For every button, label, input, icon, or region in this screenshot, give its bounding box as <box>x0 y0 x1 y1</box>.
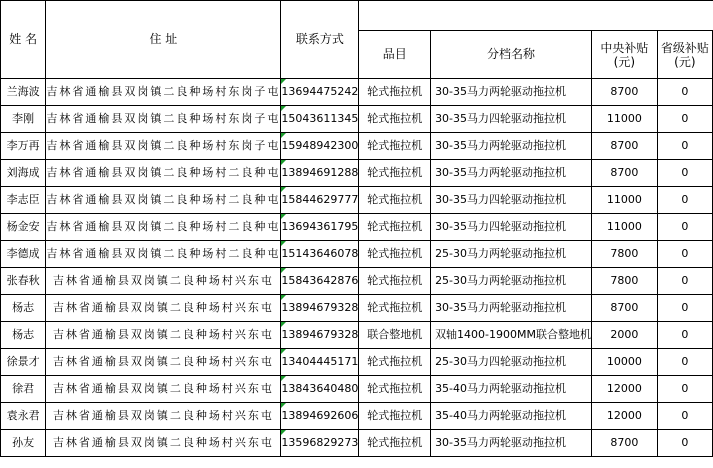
table-row <box>1 403 713 430</box>
cell-item: 轮式拖拉机 <box>359 403 431 430</box>
cell-provincial-subsidy: 0 <box>657 295 712 322</box>
cell-central-subsidy: 8700 <box>592 430 658 457</box>
cell-central-subsidy: 8700 <box>592 160 658 187</box>
cell-model: 30-35马力两轮驱动拖拉机 <box>431 295 592 322</box>
header-blank <box>359 1 713 31</box>
table-row <box>1 295 713 322</box>
cell-phone: 13894692606 <box>281 403 359 430</box>
cell-phone: 13694475242 <box>281 79 359 106</box>
cell-address: 吉林省通榆县双岗镇二良种场村兴东屯 <box>46 268 281 295</box>
header-central-subsidy-line2: (元) <box>613 54 636 69</box>
cell-name: 李刚 <box>1 106 46 133</box>
cell-model: 25-30马力两轮驱动拖拉机 <box>431 268 592 295</box>
header-provincial-subsidy-line1: 省级补贴 <box>660 40 709 55</box>
cell-name: 杨金安 <box>1 214 46 241</box>
cell-name: 兰海波 <box>1 79 46 106</box>
table-row <box>1 349 713 376</box>
cell-provincial-subsidy: 0 <box>657 160 712 187</box>
table-row <box>1 187 713 214</box>
cell-name: 袁永君 <box>1 403 46 430</box>
cell-provincial-subsidy: 0 <box>657 349 712 376</box>
cell-phone: 13694361795 <box>281 214 359 241</box>
cell-phone: 13894679328 <box>281 295 359 322</box>
cell-provincial-subsidy: 0 <box>657 376 712 403</box>
cell-item: 轮式拖拉机 <box>359 133 431 160</box>
cell-item: 轮式拖拉机 <box>359 106 431 133</box>
cell-central-subsidy: 8700 <box>592 133 658 160</box>
cell-central-subsidy: 12000 <box>592 376 658 403</box>
cell-provincial-subsidy: 0 <box>657 430 712 457</box>
cell-item: 轮式拖拉机 <box>359 376 431 403</box>
cell-provincial-subsidy: 0 <box>657 187 712 214</box>
cell-name: 李志臣 <box>1 187 46 214</box>
header-item: 品目 <box>359 31 431 79</box>
cell-provincial-subsidy: 0 <box>657 79 712 106</box>
table-row <box>1 268 713 295</box>
cell-address: 吉林省通榆县双岗镇二良种场村兴东屯 <box>46 376 281 403</box>
cell-model: 25-30马力四轮驱动拖拉机 <box>431 349 592 376</box>
cell-phone: 13843640480 <box>281 376 359 403</box>
header-name: 姓 名 <box>1 1 46 79</box>
table-row <box>1 214 713 241</box>
cell-phone: 13404445171 <box>281 349 359 376</box>
table-row <box>1 106 713 133</box>
table-row <box>1 79 713 106</box>
cell-central-subsidy: 7800 <box>592 241 658 268</box>
cell-model: 25-30马力两轮驱动拖拉机 <box>431 241 592 268</box>
table-row <box>1 430 713 457</box>
header-central-subsidy <box>592 31 658 79</box>
cell-model: 30-35马力两轮驱动拖拉机 <box>431 133 592 160</box>
cell-item: 轮式拖拉机 <box>359 79 431 106</box>
cell-item: 联合整地机 <box>359 322 431 349</box>
cell-provincial-subsidy: 0 <box>657 403 712 430</box>
header-address: 住 址 <box>46 1 281 79</box>
cell-provincial-subsidy: 0 <box>657 214 712 241</box>
cell-name: 杨志 <box>1 322 46 349</box>
cell-address: 吉林省通榆县双岗镇二良种场村二良种屯 <box>46 241 281 268</box>
cell-central-subsidy: 7800 <box>592 268 658 295</box>
cell-phone: 15948942300 <box>281 133 359 160</box>
cell-phone: 13894679328 <box>281 322 359 349</box>
cell-phone: 13596829273 <box>281 430 359 457</box>
cell-name: 李德成 <box>1 241 46 268</box>
cell-address: 吉林省通榆县双岗镇二良种场村兴东屯 <box>46 403 281 430</box>
cell-provincial-subsidy: 0 <box>657 106 712 133</box>
header-contact: 联系方式 <box>281 1 359 79</box>
header-provincial-subsidy-line2: (元) <box>674 54 696 69</box>
cell-address: 吉林省通榆县双岗镇二良种场村二良种屯 <box>46 160 281 187</box>
cell-model: 30-35马力两轮驱动拖拉机 <box>431 160 592 187</box>
cell-name: 徐景才 <box>1 349 46 376</box>
header-model: 分档名称 <box>431 31 592 79</box>
header-central-subsidy-line1: 中央补贴 <box>600 40 649 55</box>
cell-central-subsidy: 10000 <box>592 349 658 376</box>
cell-provincial-subsidy: 0 <box>657 241 712 268</box>
cell-provincial-subsidy: 0 <box>657 133 712 160</box>
cell-model: 30-35马力两轮驱动拖拉机 <box>431 430 592 457</box>
cell-model: 30-35马力四轮驱动拖拉机 <box>431 106 592 133</box>
table-row <box>1 376 713 403</box>
cell-item: 轮式拖拉机 <box>359 187 431 214</box>
cell-model: 30-35马力两轮驱动拖拉机 <box>431 79 592 106</box>
cell-item: 轮式拖拉机 <box>359 268 431 295</box>
cell-item: 轮式拖拉机 <box>359 160 431 187</box>
cell-name: 张春秋 <box>1 268 46 295</box>
cell-model: 35-40马力两轮驱动拖拉机 <box>431 403 592 430</box>
cell-item: 轮式拖拉机 <box>359 241 431 268</box>
cell-central-subsidy: 11000 <box>592 214 658 241</box>
cell-name: 徐君 <box>1 376 46 403</box>
table-row <box>1 160 713 187</box>
cell-address: 吉林省通榆县双岗镇二良种场村二良种屯 <box>46 187 281 214</box>
table-row <box>1 241 713 268</box>
cell-central-subsidy: 12000 <box>592 403 658 430</box>
cell-item: 轮式拖拉机 <box>359 214 431 241</box>
cell-phone: 15043611345 <box>281 106 359 133</box>
cell-address: 吉林省通榆县双岗镇二良种场村兴东屯 <box>46 430 281 457</box>
cell-name: 李万再 <box>1 133 46 160</box>
cell-address: 吉林省通榆县双岗镇二良种场村东岗子屯 <box>46 133 281 160</box>
cell-name: 刘海成 <box>1 160 46 187</box>
cell-central-subsidy: 2000 <box>592 322 658 349</box>
cell-address: 吉林省通榆县双岗镇二良种场村兴东屯 <box>46 322 281 349</box>
cell-address: 吉林省通榆县双岗镇二良种场村二良种屯 <box>46 214 281 241</box>
header-provincial-subsidy <box>657 31 712 79</box>
cell-provincial-subsidy: 0 <box>657 322 712 349</box>
cell-phone: 13894691288 <box>281 160 359 187</box>
cell-provincial-subsidy: 0 <box>657 268 712 295</box>
cell-item: 轮式拖拉机 <box>359 295 431 322</box>
cell-item: 轮式拖拉机 <box>359 349 431 376</box>
cell-central-subsidy: 8700 <box>592 295 658 322</box>
cell-central-subsidy: 11000 <box>592 187 658 214</box>
cell-name: 杨志 <box>1 295 46 322</box>
table-body <box>1 79 713 457</box>
table-row <box>1 133 713 160</box>
cell-model: 30-35马力四轮驱动拖拉机 <box>431 214 592 241</box>
table-row <box>1 322 713 349</box>
cell-model: 双轴1400-1900MM联合整地机 <box>431 322 592 349</box>
cell-central-subsidy: 11000 <box>592 106 658 133</box>
cell-model: 30-35马力四轮驱动拖拉机 <box>431 187 592 214</box>
cell-address: 吉林省通榆县双岗镇二良种场村兴东屯 <box>46 295 281 322</box>
cell-address: 吉林省通榆县双岗镇二良种场村兴东屯 <box>46 349 281 376</box>
cell-model: 35-40马力两轮驱动拖拉机 <box>431 376 592 403</box>
cell-central-subsidy: 8700 <box>592 79 658 106</box>
cell-name: 孙友 <box>1 430 46 457</box>
cell-item: 轮式拖拉机 <box>359 430 431 457</box>
cell-address: 吉林省通榆县双岗镇二良种场村东岗子屯 <box>46 79 281 106</box>
cell-address: 吉林省通榆县双岗镇二良种场村东岗子屯 <box>46 106 281 133</box>
cell-phone: 15844629777 <box>281 187 359 214</box>
cell-phone: 15143646078 <box>281 241 359 268</box>
cell-phone: 15843642876 <box>281 268 359 295</box>
